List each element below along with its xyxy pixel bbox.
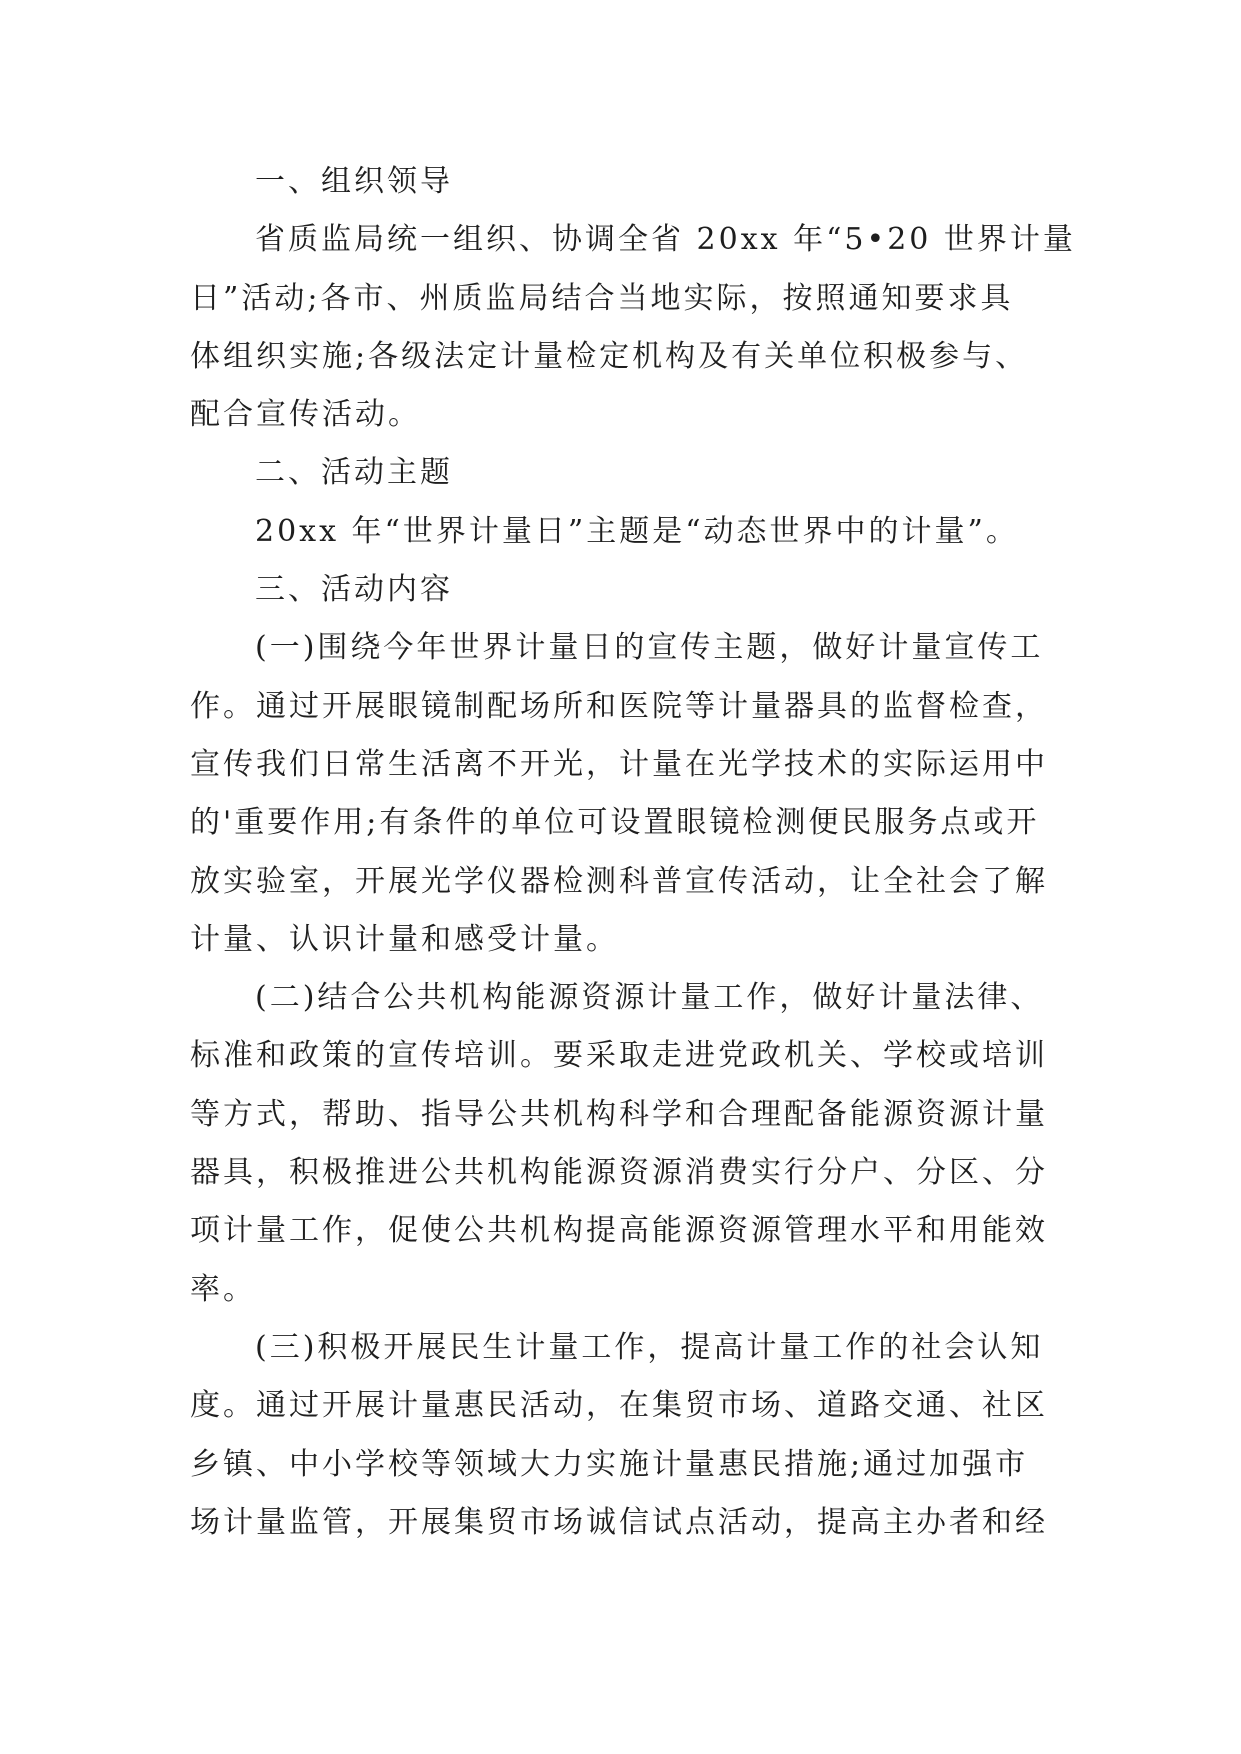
text-line: 日”活动;各市、州质监局结合当地实际，按照通知要求具	[190, 280, 1014, 316]
text-line: 乡镇、中小学校等领域大力实施计量惠民措施;通过加强市	[190, 1446, 1029, 1482]
paragraph	[190, 1319, 1070, 1552]
section-activity-content	[190, 561, 1070, 1552]
text-line: 的'重要作用;有条件的单位可设置眼镜检测便民服务点或开	[190, 805, 1040, 841]
text-line: (三)积极开展民生计量工作，提高计量工作的社会认知	[255, 1329, 1044, 1365]
text-line: 放实验室，开展光学仪器检测科普宣传活动，让全社会了解	[190, 863, 1048, 899]
document-body	[190, 153, 1076, 1552]
section-organization-leadership	[190, 153, 1076, 444]
section-heading: 二、活动主题	[255, 455, 453, 491]
text-line: 标准和政策的宣传培训。要采取走进党政机关、学校或培训	[190, 1038, 1048, 1074]
text-line: 配合宣传活动。	[190, 397, 421, 433]
paragraph	[190, 503, 1070, 561]
section-heading: 三、活动内容	[255, 572, 453, 608]
text-line: 体组织实施;各级法定计量检定机构及有关单位积极参与、	[190, 338, 1029, 374]
text-line: 器具，积极推进公共机构能源资源消费实行分户、分区、分	[190, 1155, 1048, 1191]
paragraph	[190, 969, 1070, 1319]
text-line: 项计量工作，促使公共机构提高能源资源管理水平和用能效	[190, 1213, 1048, 1249]
paragraph	[190, 619, 1070, 969]
text-line: 20xx 年“世界计量日”主题是“动态世界中的计量”。	[255, 513, 1019, 549]
text-line: 度。通过开展计量惠民活动，在集贸市场、道路交通、社区	[190, 1388, 1048, 1424]
text-line: 作。通过开展眼镜制配场所和医院等计量器具的监督检查，	[190, 688, 1048, 724]
text-line: 率。	[190, 1271, 256, 1307]
text-line: 等方式，帮助、指导公共机构科学和合理配备能源资源计量	[190, 1096, 1048, 1132]
section-heading: 一、组织领导	[255, 164, 453, 199]
section-activity-theme	[190, 444, 1070, 561]
text-line: 场计量监管，开展集贸市场诚信试点活动，提高主办者和经	[190, 1504, 1048, 1540]
paragraph	[190, 211, 1076, 444]
text-line: 计量、认识计量和感受计量。	[190, 921, 619, 957]
text-line: 省质监局统一组织、协调全省 20xx 年“5•20 世界计量	[255, 222, 1076, 258]
text-line: (一)围绕今年世界计量日的宣传主题，做好计量宣传工	[255, 630, 1044, 666]
text-line: 宣传我们日常生活离不开光，计量在光学技术的实际运用中	[190, 746, 1048, 782]
text-line: (二)结合公共机构能源资源计量工作，做好计量法律、	[255, 980, 1044, 1016]
